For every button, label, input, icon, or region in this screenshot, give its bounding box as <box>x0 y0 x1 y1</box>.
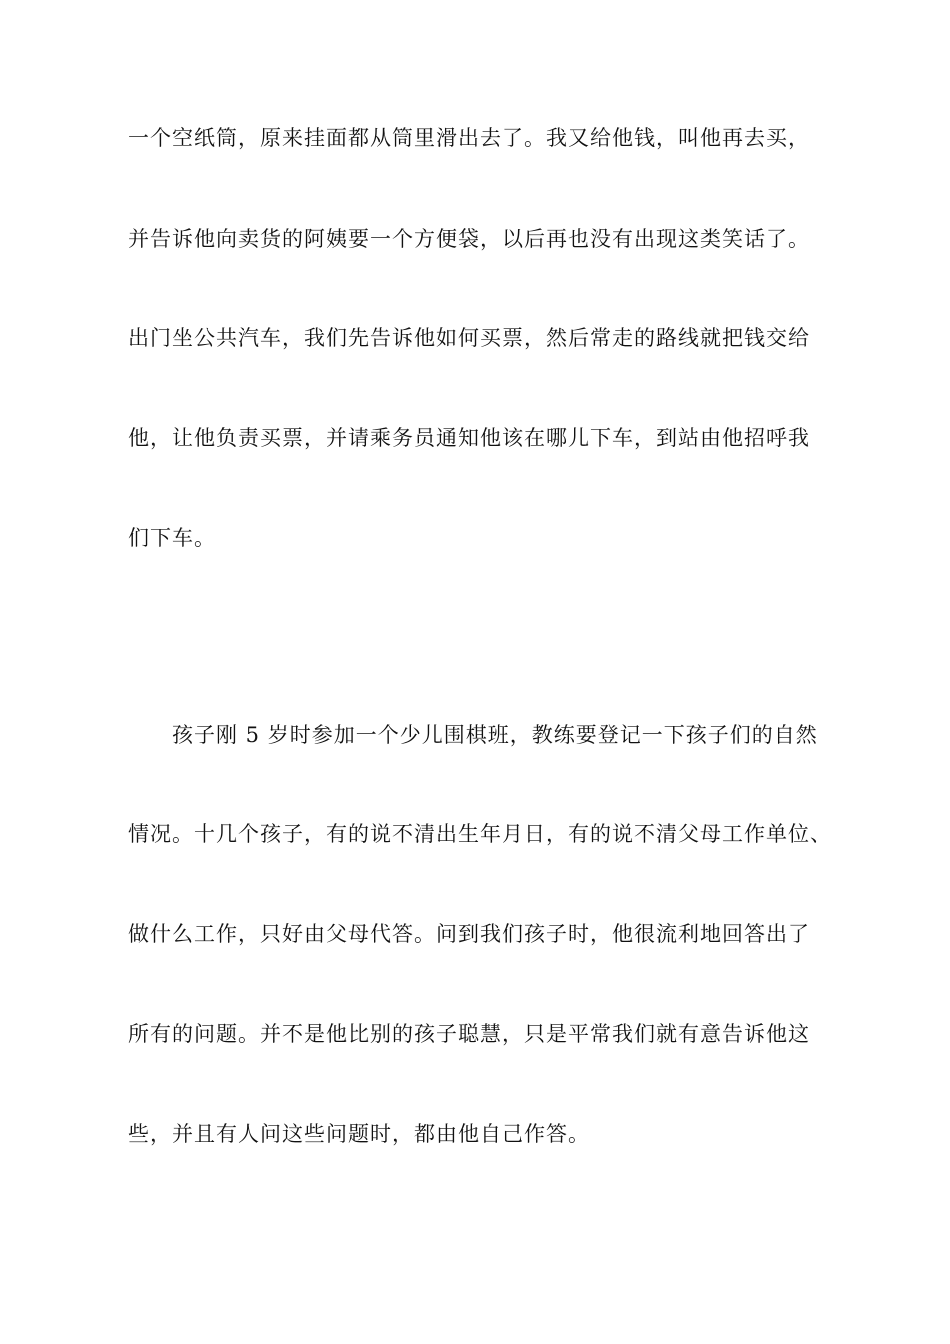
paragraph-line: 一个空纸筒，原来挂面都从筒里滑出去了。我又给他钱，叫他再去买， <box>128 126 810 150</box>
paragraph-line: 所有的问题。并不是他比别的孩子聪慧，只是平常我们就有意告诉他这 <box>128 1022 810 1046</box>
paragraph-line: 他，让他负责买票，并请乘务员通知他该在哪儿下车，到站由他招呼我 <box>128 426 810 450</box>
paragraph-line: 做什么工作，只好由父母代答。问到我们孩子时，他很流利地回答出了 <box>128 922 810 946</box>
paragraph-line: 们下车。 <box>128 526 216 550</box>
paragraph-line: 情况。十几个孩子，有的说不清出生年月日，有的说不清父母工作单位、 <box>128 822 832 846</box>
paragraph-line: 孩子刚 5 岁时参加一个少儿围棋班，教练要登记一下孩子们的自然 <box>172 723 818 747</box>
paragraph-line: 些，并且有人问这些问题时，都由他自己作答。 <box>128 1122 590 1146</box>
paragraph-line: 并告诉他向卖货的阿姨要一个方便袋，以后再也没有出现这类笑话了。 <box>128 227 810 251</box>
paragraph-line: 出门坐公共汽车，我们先告诉他如何买票，然后常走的路线就把钱交给 <box>128 326 810 350</box>
